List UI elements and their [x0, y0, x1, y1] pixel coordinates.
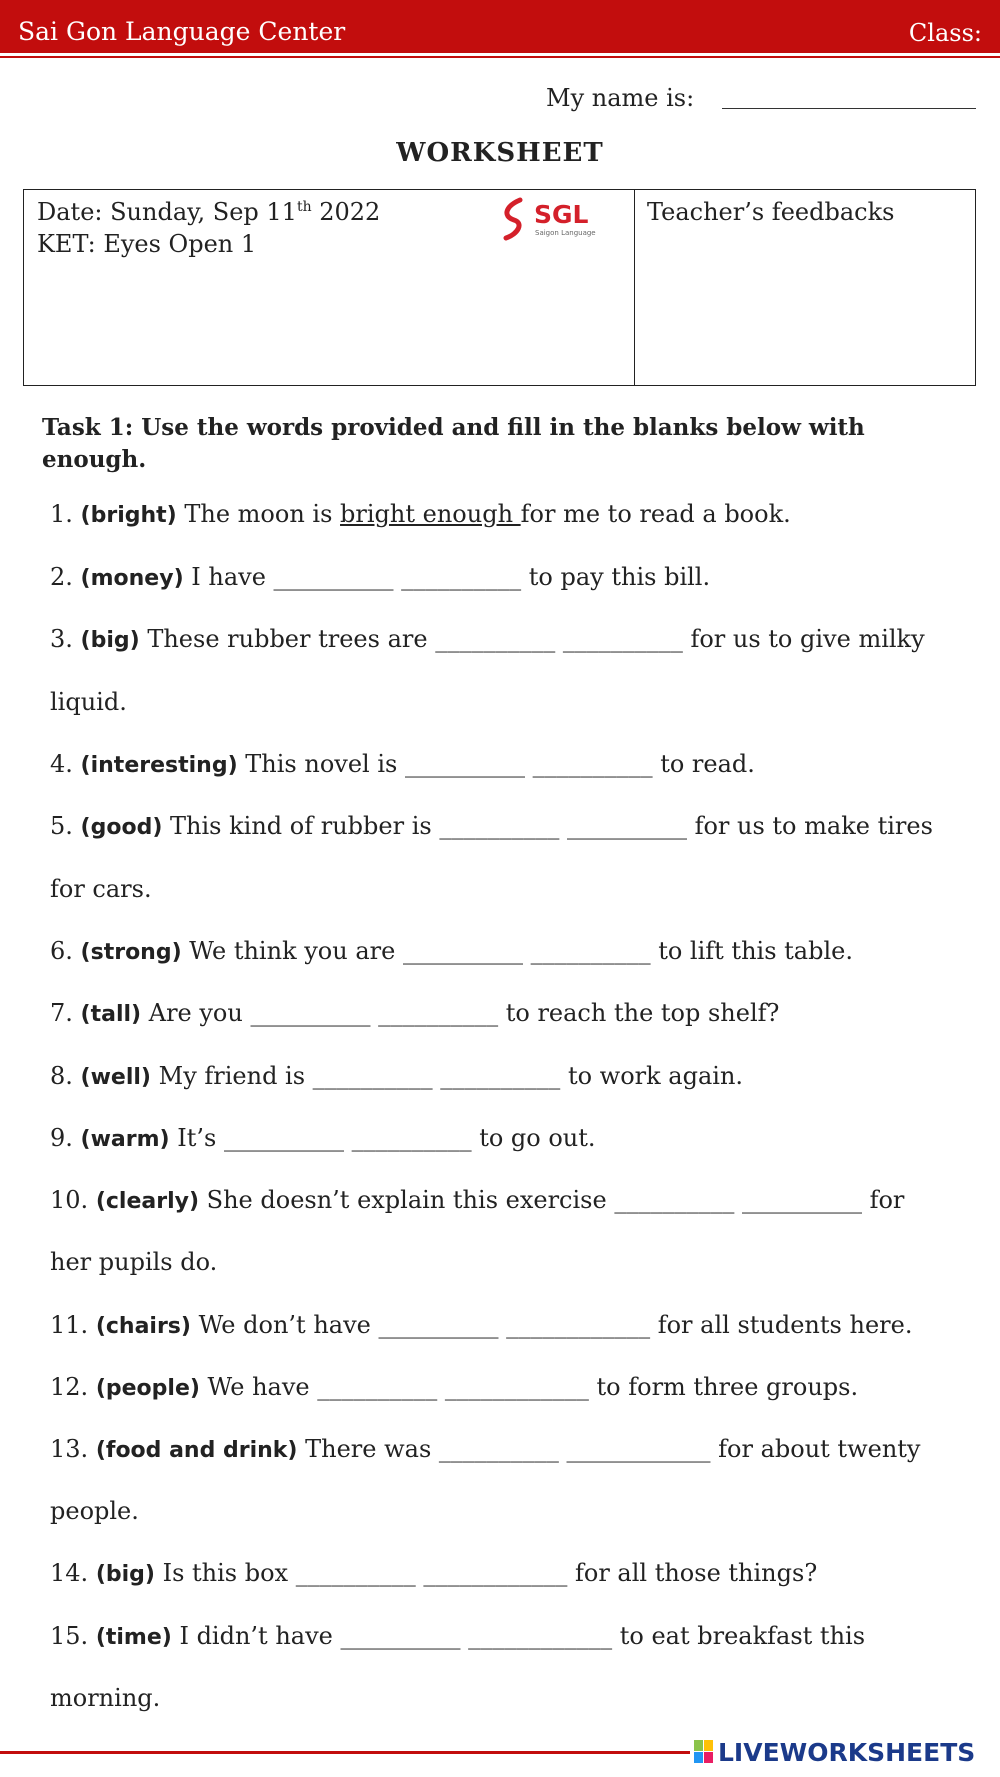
item-number: 8.	[50, 1062, 73, 1090]
sgl-swirl-icon	[498, 196, 532, 242]
item-text[interactable]: She doesn’t explain this exercise __________ __________ for	[199, 1186, 905, 1214]
item-number: 6.	[50, 937, 73, 965]
item-text[interactable]: I have __________ __________ to pay this bill.	[183, 563, 711, 591]
class-label: Class:	[908, 19, 982, 47]
item-text[interactable]: It’s __________ __________ to go out.	[169, 1124, 596, 1152]
exercise-item-15-cont	[50, 1682, 980, 1714]
liveworksheets-brand[interactable]	[694, 1736, 975, 1768]
exercise-item-4	[50, 748, 980, 782]
item-text[interactable]: These rubber trees are __________ __________ for us to give milky	[139, 625, 925, 653]
item-keyword: (bright)	[80, 503, 177, 528]
item-keyword: (money)	[80, 566, 184, 591]
item-text[interactable]: This novel is __________ __________ to read.	[237, 750, 755, 778]
item-text[interactable]: We have __________ ____________ to form three groups.	[199, 1373, 859, 1401]
item-number: 2.	[50, 563, 73, 591]
item-keyword: (tall)	[80, 1002, 142, 1027]
header-rule	[0, 53, 1000, 56]
center-name: Sai Gon Language Center	[18, 17, 346, 46]
item-number: 13.	[50, 1435, 89, 1463]
exercise-item-6	[50, 935, 980, 969]
exercise-item-13-cont	[50, 1495, 980, 1527]
item-number: 3.	[50, 625, 73, 653]
exercise-item-15	[50, 1620, 980, 1654]
item-text: for me to read a book.	[520, 500, 791, 528]
item-number: 4.	[50, 750, 73, 778]
answer-field[interactable]: bright enough	[340, 500, 521, 528]
item-text: The moon is	[176, 500, 341, 528]
item-text[interactable]: There was __________ ____________ for about twenty	[297, 1435, 921, 1463]
item-keyword: (people)	[95, 1376, 200, 1401]
item-number: 12.	[50, 1373, 89, 1401]
item-keyword: (good)	[80, 815, 163, 840]
exercise-item-14	[50, 1557, 980, 1591]
header-bar	[0, 0, 1000, 58]
item-keyword: (interesting)	[80, 753, 238, 778]
exercise-item-5-cont	[50, 873, 980, 905]
exercise-item-1	[50, 498, 980, 532]
item-keyword: (food and drink)	[95, 1438, 298, 1463]
name-blank-field[interactable]	[722, 108, 976, 109]
liveworksheets-logo-icon	[694, 1740, 714, 1764]
item-keyword: (chairs)	[95, 1314, 191, 1339]
exercise-item-7	[50, 997, 980, 1031]
footer-rule	[0, 1751, 690, 1754]
item-keyword: (clearly)	[95, 1189, 200, 1214]
logo-subtext: Saigon Language	[535, 229, 596, 237]
item-text[interactable]: We think you are __________ __________ to lift this table.	[181, 937, 853, 965]
exercise-item-3-cont	[50, 686, 980, 718]
exercise-item-3	[50, 623, 980, 657]
exercise-item-10-cont	[50, 1246, 980, 1278]
info-box	[23, 189, 976, 386]
item-keyword: (big)	[95, 1562, 155, 1587]
exercise-item-2	[50, 561, 980, 595]
item-keyword: (warm)	[80, 1127, 170, 1152]
date-text	[37, 198, 380, 226]
item-number: 5.	[50, 812, 73, 840]
item-text[interactable]: Are you __________ __________ to reach the top shelf?	[141, 999, 780, 1027]
item-text[interactable]: This kind of rubber is __________ __________ for us to make tires	[162, 812, 933, 840]
logo-text: SGL	[534, 200, 589, 229]
exercise-item-13	[50, 1433, 980, 1467]
item-text-continued: her pupils do.	[50, 1248, 218, 1276]
item-keyword: (strong)	[80, 940, 182, 965]
date-prefix: Date: Sunday, Sep 11	[37, 198, 297, 226]
item-text[interactable]: My friend is __________ __________ to work again.	[150, 1062, 744, 1090]
item-keyword: (time)	[95, 1625, 172, 1650]
item-number: 10.	[50, 1186, 89, 1214]
item-number: 9.	[50, 1124, 73, 1152]
item-text[interactable]: We don’t have __________ ____________ for all students here.	[190, 1311, 913, 1339]
item-number: 14.	[50, 1559, 89, 1587]
item-number: 11.	[50, 1311, 89, 1339]
item-text[interactable]: Is this box __________ ____________ for all those things?	[154, 1559, 818, 1587]
date-year: 2022	[311, 198, 381, 226]
brand-text: LIVEWORKSHEETS	[718, 1737, 976, 1767]
page-title: WORKSHEET	[396, 138, 604, 168]
exercise-item-8	[50, 1060, 980, 1094]
item-keyword: (well)	[80, 1065, 151, 1090]
date-superscript: th	[296, 199, 312, 215]
item-text-continued: morning.	[50, 1684, 161, 1712]
item-number: 1.	[50, 500, 73, 528]
item-text-continued: liquid.	[50, 688, 127, 716]
course-text: KET: Eyes Open 1	[37, 230, 257, 258]
exercise-item-9	[50, 1122, 980, 1156]
info-divider	[634, 190, 635, 385]
feedback-label: Teacher’s feedbacks	[647, 198, 895, 226]
item-text-continued: for cars.	[50, 875, 152, 903]
exercise-item-11	[50, 1309, 980, 1343]
item-number: 7.	[50, 999, 73, 1027]
item-number: 15.	[50, 1622, 89, 1650]
item-keyword: (big)	[80, 628, 140, 653]
item-text-continued: people.	[50, 1497, 139, 1525]
sgl-logo	[498, 196, 598, 242]
task-title: Task 1: Use the words provided and fill in the blanks below with enough.	[42, 414, 865, 473]
exercise-item-12	[50, 1371, 980, 1405]
item-text[interactable]: I didn’t have __________ ____________ to eat breakfast this	[171, 1622, 866, 1650]
name-label: My name is:	[546, 84, 695, 112]
exercise-item-5	[50, 810, 980, 844]
exercise-item-10	[50, 1184, 980, 1218]
